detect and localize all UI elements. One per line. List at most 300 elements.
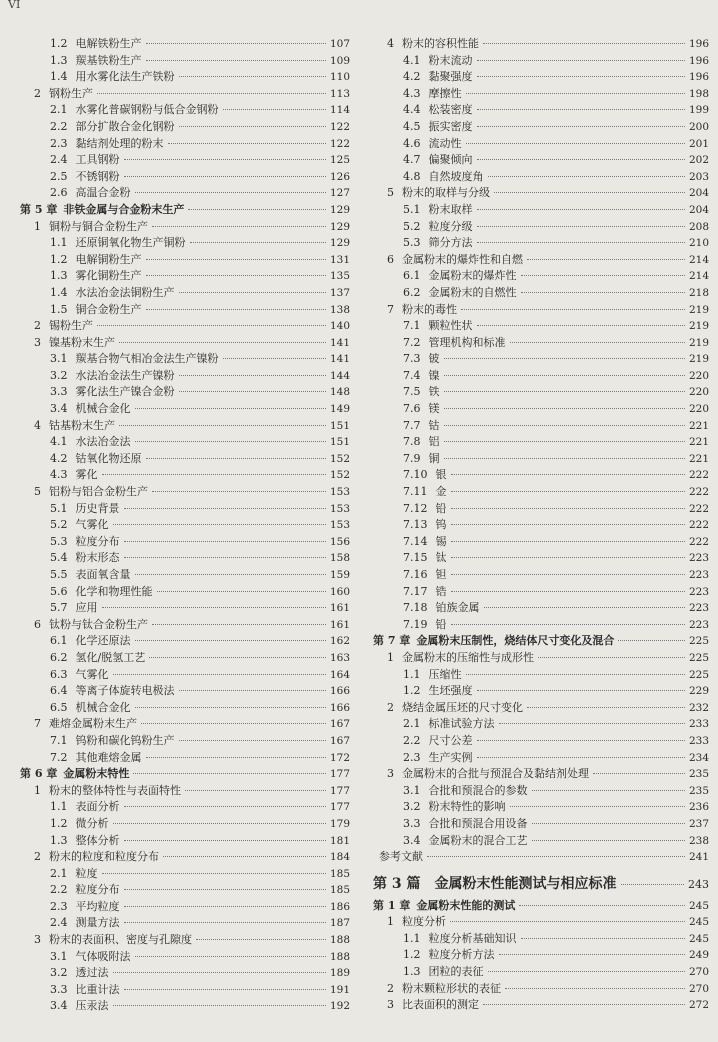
entry-page-number: 245	[688, 899, 709, 912]
toc-subsection-entry	[373, 534, 709, 551]
entry-page-number: 200	[688, 120, 709, 133]
entry-page-number: 208	[688, 220, 709, 233]
toc-subsection-entry	[373, 335, 709, 352]
entry-page-number: 163	[329, 651, 350, 664]
entry-number: 4.1	[50, 435, 68, 449]
dot-leader	[113, 1005, 326, 1006]
toc-subsection-entry	[20, 136, 350, 153]
entry-title: 还原铜氧化物生产铜粉	[75, 236, 186, 250]
dot-leader	[146, 259, 326, 260]
dot-leader	[450, 921, 685, 922]
dot-leader	[124, 989, 326, 990]
entry-number: 6.1	[50, 634, 68, 648]
entry-number: 2	[387, 981, 394, 995]
toc-subsection-entry	[373, 119, 709, 136]
entry-page-number: 204	[688, 187, 709, 200]
entry-page-number: 158	[329, 552, 350, 565]
toc-subsection-entry	[373, 733, 709, 750]
toc-subsection-entry	[20, 384, 350, 401]
entry-page-number: 140	[329, 320, 350, 333]
dot-leader	[444, 375, 685, 376]
entry-title: 微分析	[75, 816, 109, 830]
entry-title: 表面氧含量	[75, 568, 131, 581]
entry-title: 粒度分布	[75, 883, 120, 897]
entry-title: 气雾化	[75, 518, 109, 532]
entry-number: 7.18	[403, 601, 428, 615]
toc-subsection-entry	[373, 169, 709, 186]
dot-leader	[521, 275, 685, 276]
toc-subsection-entry	[373, 401, 709, 418]
dot-leader	[451, 557, 685, 558]
entry-page-number: 214	[688, 270, 709, 283]
dot-leader	[146, 309, 326, 310]
entry-page-number: 161	[329, 602, 350, 615]
entry-number: 7.17	[403, 584, 428, 598]
entry-page-number: 184	[329, 851, 350, 864]
dot-leader	[521, 938, 685, 939]
toc-subsection-entry	[373, 584, 709, 601]
entry-page-number: 189	[329, 967, 350, 980]
entry-number: 5.3	[50, 534, 68, 548]
toc-subsection-entry	[20, 567, 350, 584]
entry-title: 锡粉生产	[49, 319, 93, 333]
toc-subsection-entry	[373, 716, 709, 733]
entry-number: 7.9	[403, 451, 421, 465]
dot-leader	[146, 60, 326, 61]
entry-title: 粉末形态	[75, 551, 120, 565]
toc-section-entry	[20, 617, 350, 634]
entry-page-number: 148	[329, 386, 350, 399]
dot-leader	[477, 757, 685, 758]
entry-number: 7.1	[403, 319, 421, 333]
dot-leader	[521, 292, 685, 293]
entry-title: 自然坡度角	[428, 169, 484, 183]
entry-title: 历史背景	[75, 501, 120, 515]
entry-page-number: 114	[329, 104, 350, 117]
dot-leader	[135, 192, 326, 193]
toc-subsection-entry	[20, 866, 350, 883]
entry-title: 摩擦性	[428, 86, 462, 100]
entry-page-number: 167	[329, 734, 350, 747]
dot-leader	[451, 524, 685, 525]
dot-leader	[593, 773, 685, 774]
dot-leader	[444, 358, 685, 359]
toc-reference-entry	[373, 849, 709, 866]
entry-page-number: 188	[329, 950, 350, 963]
entry-number: 2	[387, 700, 394, 714]
toc-section-entry	[373, 997, 709, 1014]
toc-chapter-entry	[20, 202, 350, 219]
entry-title: 金属粉末性能的测试	[416, 898, 516, 912]
dot-leader	[124, 557, 326, 558]
entry-title: 钛粉与钛合金粉生产	[49, 617, 148, 631]
entry-number: 5.2	[403, 219, 421, 233]
toc-subsection-entry	[373, 235, 709, 252]
entry-title: 钨	[435, 518, 447, 532]
entry-title: 钴氧化物还原	[75, 451, 142, 465]
entry-title: 钴	[428, 418, 440, 432]
entry-page-number: 177	[329, 784, 350, 797]
entry-title: 工具钢粉	[75, 153, 120, 167]
entry-title: 松装密度	[428, 103, 473, 117]
dot-leader	[157, 591, 326, 592]
entry-number: 5.1	[403, 202, 421, 216]
entry-title: 铜合金粉生产	[75, 302, 142, 316]
toc-subsection-entry	[373, 268, 709, 285]
toc-subsection-entry	[373, 451, 709, 468]
toc-subsection-entry	[20, 434, 350, 451]
dot-leader	[532, 840, 685, 841]
dot-leader	[451, 624, 685, 625]
entry-page-number: 218	[688, 286, 709, 299]
entry-page-number: 131	[329, 253, 350, 266]
dot-leader	[483, 43, 685, 44]
entry-title: 粉末的毒性	[402, 302, 457, 316]
dot-leader	[477, 226, 685, 227]
entry-title: 粉末的容积性能	[402, 37, 479, 50]
entry-title: 比表面积的测定	[402, 998, 479, 1012]
entry-number: 1.1	[403, 667, 421, 681]
entry-page-number: 238	[688, 834, 709, 847]
entry-page-number: 223	[688, 552, 709, 565]
entry-page-number: 220	[688, 369, 709, 382]
entry-title: 金属粉末压制性，烧结体尺寸变化及混合	[416, 634, 615, 648]
toc-subsection-entry	[20, 102, 350, 119]
toc-left-column	[20, 36, 350, 1015]
dot-leader	[538, 657, 685, 658]
toc-subsection-entry	[20, 169, 350, 186]
toc-subsection-entry	[20, 467, 350, 484]
entry-title: 粉末流动	[428, 53, 473, 67]
entry-number: 1.2	[403, 948, 421, 962]
toc-subsection-entry	[373, 799, 709, 816]
entry-title: 尺寸公差	[428, 733, 473, 747]
entry-title: 参考文献	[379, 850, 423, 864]
entry-title: 粒度	[75, 866, 98, 880]
toc-section-entry	[373, 185, 709, 202]
toc-subsection-entry	[20, 965, 350, 982]
entry-page-number: 196	[688, 38, 709, 50]
dot-leader	[149, 657, 326, 658]
entry-number: 1.5	[50, 302, 68, 316]
entry-title: 水法冶金法	[75, 435, 131, 449]
toc-subsection-entry	[373, 833, 709, 850]
toc-section-entry	[20, 335, 350, 352]
toc-subsection-entry	[20, 683, 350, 700]
entry-page-number: 243	[688, 877, 709, 891]
dot-leader	[461, 309, 685, 310]
entry-page-number: 185	[329, 884, 350, 897]
entry-title: 其他难熔金属	[75, 750, 142, 764]
dot-leader	[499, 723, 685, 724]
entry-number: 2.2	[403, 733, 421, 747]
entry-number: 1.2	[50, 37, 68, 50]
entry-title: 透过法	[75, 966, 109, 980]
entry-title: 压缩性	[428, 667, 462, 681]
entry-number: 2	[34, 850, 41, 864]
dot-leader	[618, 640, 685, 641]
dot-leader	[135, 956, 326, 957]
entry-page-number: 204	[688, 203, 709, 216]
toc-subsection-entry	[373, 69, 709, 86]
entry-page-number: 172	[329, 751, 350, 764]
toc-subsection-entry	[373, 285, 709, 302]
entry-page-number: 164	[329, 668, 350, 681]
dot-leader	[223, 358, 326, 359]
entry-title: 流动性	[428, 136, 462, 150]
entry-number: 7.12	[403, 501, 428, 515]
dot-leader	[621, 884, 685, 885]
toc-subsection-entry	[20, 650, 350, 667]
dot-leader	[444, 391, 685, 392]
dot-leader	[532, 823, 685, 824]
dot-leader	[185, 790, 326, 791]
entry-page-number: 221	[688, 419, 709, 432]
entry-page-number: 141	[329, 336, 350, 349]
dot-leader	[483, 1004, 685, 1005]
entry-number: 5.4	[50, 551, 68, 565]
dot-leader	[451, 541, 685, 542]
entry-number: 4.3	[403, 86, 421, 100]
entry-title: 钢粉生产	[49, 86, 93, 100]
entry-number: 1.1	[403, 931, 421, 945]
entry-number: 7.7	[403, 418, 421, 432]
toc-subsection-entry	[20, 600, 350, 617]
entry-number: 7	[387, 302, 394, 316]
dot-leader	[451, 474, 685, 475]
entry-page-number: 137	[329, 286, 350, 299]
toc-subsection-entry	[20, 252, 350, 269]
toc-subsection-entry	[20, 833, 350, 850]
toc-section-entry	[20, 716, 350, 733]
toc-subsection-entry	[20, 517, 350, 534]
entry-title: 应用	[75, 601, 98, 615]
entry-number: 7	[34, 717, 41, 731]
toc-subsection-entry	[373, 683, 709, 700]
entry-title: 铍	[428, 352, 440, 366]
entry-page-number: 223	[688, 618, 709, 631]
entry-number: 4.5	[403, 119, 421, 133]
entry-page-number: 122	[329, 137, 350, 150]
entry-number: 7.6	[403, 402, 421, 416]
dot-leader	[179, 391, 326, 392]
entry-number: 7.1	[50, 733, 68, 747]
entry-page-number: 141	[329, 353, 350, 366]
toc-chapter-entry	[373, 898, 709, 915]
entry-title: 雾化	[75, 468, 98, 482]
toc-subsection-entry	[20, 401, 350, 418]
entry-title: 粉末的粒度和粒度分布	[49, 850, 159, 864]
entry-number: 2.3	[403, 750, 421, 764]
toc-subsection-entry	[20, 550, 350, 567]
entry-number: 3.2	[403, 800, 421, 814]
entry-title: 难熔金属粉末生产	[49, 717, 137, 731]
toc-subsection-entry	[20, 915, 350, 932]
entry-number: 2.6	[50, 186, 68, 200]
entry-page-number: 152	[329, 452, 350, 465]
toc-subsection-entry	[373, 964, 709, 981]
entry-page-number: 270	[688, 982, 709, 995]
toc-subsection-entry	[373, 102, 709, 119]
dot-leader	[451, 491, 685, 492]
entry-title: 水法冶金法铜粉生产	[75, 285, 175, 299]
entry-number: 2.5	[50, 169, 68, 183]
dot-leader	[133, 773, 326, 774]
entry-page-number: 233	[688, 734, 709, 747]
entry-number: 4	[387, 37, 394, 50]
entry-title: 合批和预混合的参数	[428, 783, 528, 797]
entry-title: 铜粉与铜合金粉生产	[49, 219, 148, 233]
entry-title: 粉末颗粒形状的表征	[402, 981, 501, 995]
dot-leader	[146, 458, 326, 459]
dot-leader	[499, 954, 685, 955]
entry-title: 钛	[435, 551, 447, 565]
entry-number: 7.11	[403, 485, 428, 499]
entry-title: 管理机构和标准	[428, 335, 506, 349]
entry-page-number: 181	[329, 834, 350, 847]
entry-page-number: 223	[688, 569, 709, 581]
dot-leader	[532, 790, 685, 791]
dot-leader	[488, 971, 685, 972]
dot-leader	[477, 209, 685, 210]
entry-title: 比重计法	[75, 982, 120, 996]
entry-page-number: 219	[688, 303, 709, 316]
entry-number: 7.14	[403, 534, 428, 548]
entry-number: 3	[34, 335, 41, 349]
entry-page-number: 198	[688, 87, 709, 100]
dot-leader	[179, 375, 326, 376]
entry-page-number: 203	[688, 170, 709, 183]
dot-leader	[113, 823, 326, 824]
dot-leader	[135, 441, 326, 442]
toc-subsection-entry	[20, 268, 350, 285]
toc-subsection-entry	[20, 36, 350, 53]
toc-section-entry	[373, 766, 709, 783]
entry-page-number: 235	[688, 784, 709, 797]
entry-page-number: 135	[329, 270, 350, 283]
entry-page-number: 166	[329, 685, 350, 698]
entry-title: 生坯强度	[428, 684, 473, 698]
entry-title: 用水雾化法生产铁粉	[75, 70, 175, 84]
entry-title: 粉末的取样与分级	[402, 186, 490, 200]
entry-title: 金属粉末的压缩性与成形性	[402, 650, 534, 664]
entry-number: 7.10	[403, 468, 428, 482]
toc-subsection-entry	[373, 136, 709, 153]
dot-leader	[119, 425, 326, 426]
entry-number: 3.3	[50, 385, 68, 399]
entry-number: 3.1	[403, 783, 421, 797]
dot-leader	[466, 143, 685, 144]
dot-leader	[102, 474, 326, 475]
entry-page-number: 153	[329, 519, 350, 532]
entry-number: 1.4	[50, 70, 68, 84]
dot-leader	[146, 275, 326, 276]
dot-leader	[146, 757, 326, 758]
entry-page-number: 161	[329, 618, 350, 631]
entry-page-number: 126	[329, 170, 350, 183]
dot-leader	[163, 856, 326, 857]
entry-number: 第 1 章	[373, 898, 411, 912]
entry-number: 7.19	[403, 617, 428, 631]
dot-leader	[152, 226, 326, 227]
entry-title: 生产实例	[428, 750, 473, 764]
entry-page-number: 202	[688, 154, 709, 167]
dot-leader	[527, 259, 685, 260]
dot-leader	[135, 707, 326, 708]
entry-page-number: 107	[329, 38, 350, 50]
toc-subsection-entry	[373, 750, 709, 767]
toc-subsection-entry	[20, 152, 350, 169]
entry-number: 4.4	[403, 103, 421, 117]
entry-page-number: 127	[329, 187, 350, 200]
entry-title: 整体分析	[75, 833, 120, 847]
entry-number: 第 3 篇	[373, 875, 421, 892]
entry-number: 4	[34, 418, 41, 432]
entry-page-number: 270	[688, 966, 709, 979]
entry-number: 4.2	[50, 451, 68, 465]
entry-title: 金属粉末的合批与预混合及黏结剂处理	[402, 767, 589, 781]
dot-leader	[179, 126, 326, 127]
toc-subsection-entry	[20, 302, 350, 319]
entry-number: 3.2	[50, 368, 68, 382]
toc-subsection-entry	[373, 600, 709, 617]
entry-title: 锆	[435, 584, 447, 598]
toc-subsection-entry	[20, 584, 350, 601]
dot-leader	[188, 209, 326, 210]
entry-number: 1.1	[50, 800, 68, 814]
entry-title: 黏结剂处理的粉末	[75, 136, 164, 150]
entry-title: 金属粉末的混合工艺	[428, 833, 528, 847]
entry-number: 3.4	[403, 833, 421, 847]
entry-page-number: 186	[329, 900, 350, 913]
entry-number: 1	[34, 783, 41, 797]
entry-number: 2.1	[50, 103, 68, 117]
entry-number: 1.3	[50, 269, 68, 283]
entry-title: 银	[435, 468, 447, 482]
entry-number: 2.1	[50, 866, 68, 880]
entry-number: 4.1	[403, 53, 421, 67]
dot-leader	[179, 76, 326, 77]
dot-leader	[124, 840, 326, 841]
dot-leader	[168, 143, 326, 144]
entry-page-number: 272	[688, 999, 709, 1012]
entry-title: 铁	[428, 385, 440, 399]
entry-page-number: 109	[329, 54, 350, 67]
dot-leader	[102, 873, 326, 874]
dot-leader	[488, 176, 685, 177]
entry-page-number: 219	[688, 320, 709, 333]
entry-page-number: 110	[329, 71, 350, 84]
entry-number: 5.2	[50, 518, 68, 532]
entry-number: 2.1	[403, 717, 421, 731]
entry-page-number: 245	[688, 932, 709, 945]
entry-number: 5.6	[50, 584, 68, 598]
toc-section-entry	[373, 650, 709, 667]
entry-title: 钽	[435, 568, 447, 581]
page-number: VI	[8, 0, 21, 11]
entry-number: 1.2	[50, 816, 68, 830]
entry-page-number: 223	[688, 602, 709, 615]
entry-page-number: 162	[329, 635, 350, 648]
entry-number: 6.1	[403, 269, 421, 283]
toc-subsection-entry	[373, 467, 709, 484]
entry-title: 金属粉末的爆炸性	[428, 269, 517, 283]
entry-number: 第 6 章	[20, 767, 58, 781]
entry-page-number: 229	[688, 685, 709, 698]
entry-number: 5	[387, 186, 394, 200]
entry-number: 5.1	[50, 501, 68, 515]
entry-title: 粉末特性的影响	[428, 800, 506, 814]
